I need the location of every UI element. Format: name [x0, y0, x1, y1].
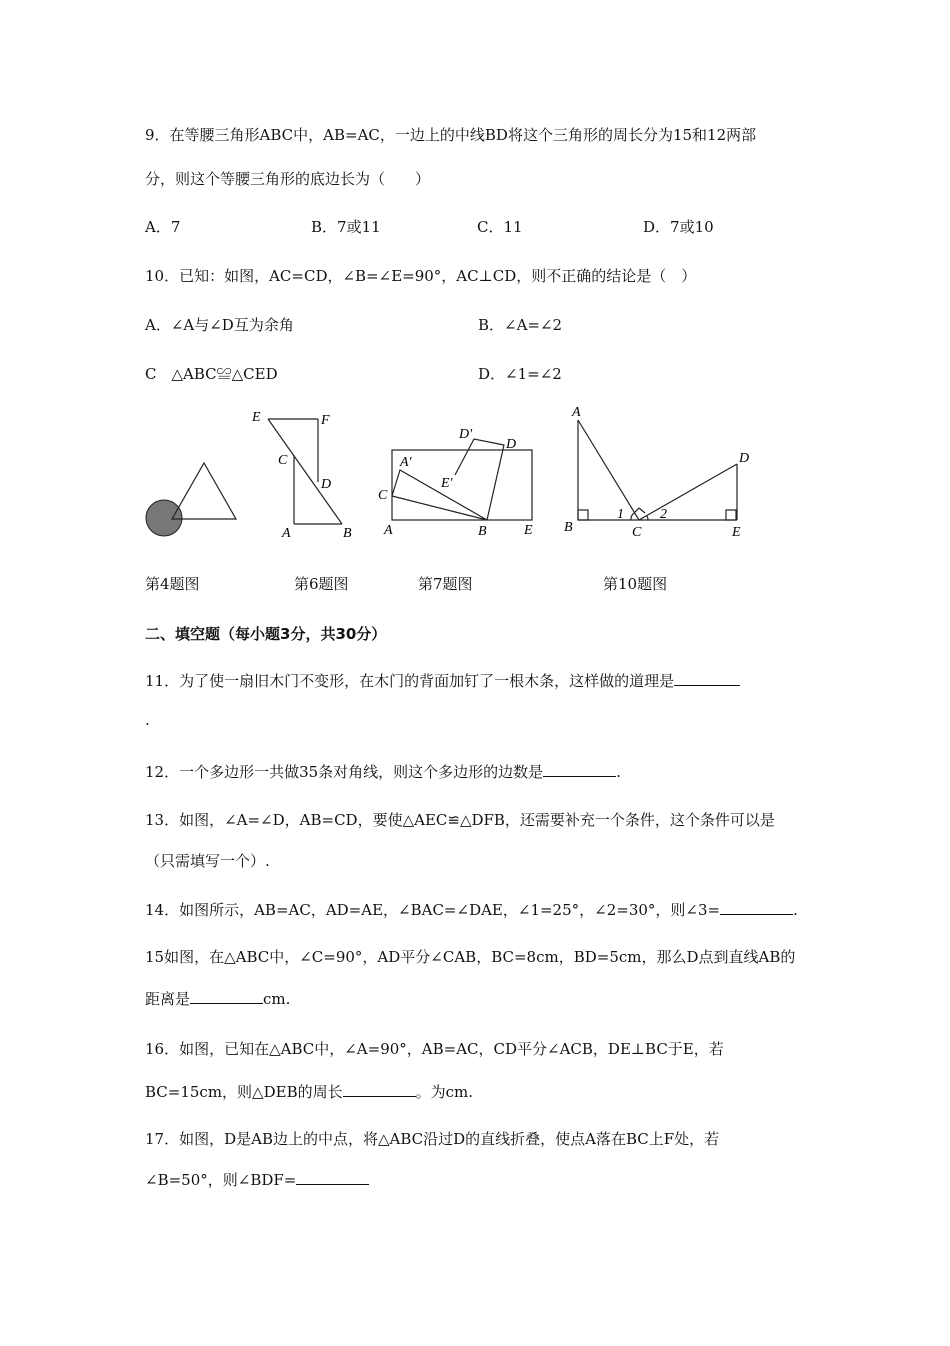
q10-line1: 10．已知：如图，AC=CD，∠B=∠E=90°，AC⊥CD，则不正确的结论是（ ） — [145, 267, 697, 285]
fig7-label-b: B — [478, 524, 487, 539]
q14-text: 14．如图所示，AB=AC，AD=AE，∠BAC=∠DAE，∠1=25°，∠2=30°，则∠3= — [145, 901, 721, 919]
q10-option-d: D．∠1=∠2 — [478, 365, 562, 383]
q15-line2 — [145, 988, 290, 1009]
q15-text: 距离是 — [145, 990, 191, 1008]
fig10-label-a: A — [572, 405, 581, 420]
fig7-label-a: A — [384, 523, 393, 538]
q11-blank — [674, 671, 740, 686]
section2-title: 二、填空题（每小题3分，共30分） — [145, 625, 387, 643]
q12-text: 12．一个多边形一共做35条对角线，则这个多边形的边数是 — [145, 763, 544, 781]
q11-line1 — [145, 670, 740, 691]
fig10-label-c: C — [632, 525, 642, 540]
q17-line2 — [145, 1169, 369, 1190]
q9-line1: 9．在等腰三角形ABC中，AB=AC，一边上的中线BD将这个三角形的周长分为15和12两部 — [145, 126, 757, 144]
q16-line1: 16．如图，已知在△ABC中，∠A=90°，AB=AC，CD平分∠ACB，DE⊥BC于E，若 — [145, 1040, 724, 1058]
fig4-circle — [146, 500, 182, 536]
q9-line2: 分，则这个等腰三角形的底边长为（ ） — [145, 170, 431, 188]
fig4-triangle — [172, 463, 236, 519]
fig6-label-b: B — [343, 526, 352, 541]
fig7-label-e: E — [524, 523, 533, 538]
fig7-label-dprime: D' — [459, 427, 473, 442]
q16-line2 — [145, 1081, 473, 1102]
q9-option-a: A．7 — [145, 218, 181, 236]
q9-option-c: C．11 — [477, 218, 523, 236]
fig10-label-1: 1 — [617, 507, 624, 522]
q15-blank — [190, 989, 263, 1004]
fig10-label-e: E — [732, 525, 741, 540]
q17-blank — [296, 1170, 369, 1185]
fig6 — [268, 419, 342, 524]
fig7-label-eprime: E' — [441, 476, 453, 491]
fig6-labels — [251, 410, 352, 541]
q16-blank — [343, 1082, 416, 1097]
fig10-label-d: D — [739, 451, 750, 466]
q14-line — [145, 899, 798, 920]
q11-text: 11．为了使一扇旧木门不变形，在木门的背面加钉了一根木条，这样做的道理是 — [145, 672, 675, 690]
fig7-label-d: D — [506, 437, 517, 452]
fig6-label-a: A — [282, 526, 291, 541]
fig7-label-c: C — [378, 488, 388, 503]
q17-text: ∠B=50°，则∠BDF= — [145, 1171, 297, 1189]
fig10 — [578, 420, 737, 520]
q14-blank — [720, 900, 793, 915]
fig4-caption: 第4题图 — [145, 575, 200, 593]
q10-option-a: A．∠A与∠D互为余角 — [145, 316, 294, 334]
q9-option-b: B．7或11 — [311, 218, 381, 236]
fig7-labels — [378, 427, 533, 539]
q12-end: . — [616, 763, 621, 781]
fig6-label-f: F — [321, 413, 330, 428]
q16-end: 。为cm. — [415, 1083, 473, 1101]
fig10-label-b: B — [564, 520, 573, 535]
q15-line1: 15如图，在△ABC中，∠C=90°，AD平分∠CAB，BC=8cm，BD=5cm，那么D点到直线AB的 — [145, 948, 796, 966]
fig6-label-d: D — [321, 477, 332, 492]
q15-unit: cm. — [263, 990, 291, 1008]
q16-text: BC=15cm，则△DEB的周长 — [145, 1083, 343, 1101]
fig4 — [146, 463, 236, 536]
fig10-label-2: 2 — [660, 507, 667, 522]
figures-row — [0, 395, 950, 555]
q11-line2: . — [145, 711, 150, 729]
q13-line1: 13．如图，∠A=∠D，AB=CD，要使△AEC≌△DFB，还需要补充一个条件，这个条件可以是 — [145, 811, 775, 829]
q10-option-c: C △ABC≌△CED — [145, 365, 278, 383]
q17-line1: 17．如图，D是AB边上的中点，将△ABC沿过D的直线折叠，使点A落在BC上F处，若 — [145, 1130, 720, 1148]
q13-line2: （只需填写一个）. — [145, 852, 270, 870]
fig6-label-e: E — [252, 410, 261, 425]
q14-end: . — [793, 901, 798, 919]
q12-blank — [543, 762, 616, 777]
fig10-caption: 第10题图 — [603, 575, 668, 593]
q10-option-b: B．∠A=∠2 — [478, 316, 563, 334]
fig6-label-c: C — [278, 453, 288, 468]
q12-line — [145, 761, 621, 782]
fig7-caption: 第7题图 — [418, 575, 473, 593]
fig7-label-aprime: A' — [400, 455, 412, 470]
fig6-caption: 第6题图 — [294, 575, 349, 593]
q9-option-d: D．7或10 — [643, 218, 714, 236]
